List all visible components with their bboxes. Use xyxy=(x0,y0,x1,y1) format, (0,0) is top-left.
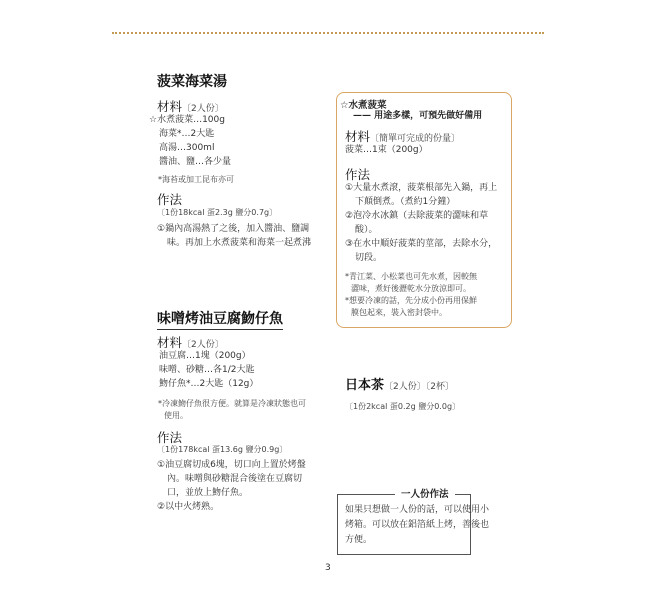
top-dotted-rule xyxy=(112,32,544,34)
tea-nutrition: 〔1份2kcal 蛋0.2g 鹽分0.0g〕 xyxy=(345,402,461,411)
step-line: 切段。 xyxy=(355,253,383,263)
sidebox-subtitle: —— 用途多樣，可預先做好備用 xyxy=(353,111,483,121)
tip-text xyxy=(345,503,489,548)
sidebox-title: ☆水煮菠菜 xyxy=(340,100,387,111)
recipe1-servings: 〔2人份〕 xyxy=(182,104,224,114)
recipe1-steps xyxy=(157,222,311,250)
note-line: *青江菜、小松菜也可先水煮，因較無 xyxy=(345,272,477,281)
recipe1-nutrition: 〔1份18kcal 蛋2.3g 鹽分0.7g〕 xyxy=(157,208,278,217)
tea-servings: 〔2人份〕〔2杯〕 xyxy=(384,382,454,392)
sidebox-ingredients-label: 材料 xyxy=(345,129,371,144)
step-line: 味。再加上水煮菠菜和海菜一起煮沸 xyxy=(167,238,312,248)
sidebox-steps xyxy=(345,181,497,265)
sidebox-ingredient: 菠菜…1束（200g） xyxy=(345,145,428,155)
step-line: 下顛倒煮。（煮約1分鐘） xyxy=(355,197,456,207)
recipe2-servings: 〔2人份〕 xyxy=(182,340,224,350)
step-line: 酸）。 xyxy=(355,225,378,235)
sidebox-ingredients-sub: 〔簡單可完成的份量〕 xyxy=(370,134,461,144)
recipe1-ingredients-label: 材料 xyxy=(157,99,183,114)
recipe2-ingredients-label: 材料 xyxy=(157,335,183,350)
note-line: 澀味，煮好後瀝乾水分放涼即可。 xyxy=(351,284,471,293)
recipe2-title xyxy=(157,308,283,330)
recipe2-title-text: 味噌烤油豆腐魩仔魚 xyxy=(157,308,283,330)
list-item: 味噌、砂糖…各1/2大匙 xyxy=(159,365,255,375)
list-item: 魩仔魚*…2大匙（12g） xyxy=(159,379,259,389)
step-line: ①大量水煮滾，菠菜根部先入鍋，再上 xyxy=(345,183,498,193)
step-line: ②以中火烤熟。 xyxy=(157,502,220,512)
step-line: ①油豆腐切成6塊，切口向上置於烤盤 xyxy=(157,460,306,470)
recipe2-nutrition: 〔1份178kcal 蛋13.6g 鹽分0.9g〕 xyxy=(157,445,288,454)
recipe1-method-heading: 作法 xyxy=(157,192,183,207)
list-item: 海菜*…2大匙 xyxy=(159,129,215,139)
tip-line: 烤箱。可以放在鋁箔紙上烤，善後也 xyxy=(345,520,490,530)
list-item: 高湯…300ml xyxy=(159,143,215,153)
step-line: ①鍋內高湯熱了之後，加入醬油、鹽調 xyxy=(157,224,310,234)
recipe2-note xyxy=(158,398,306,422)
list-item: 油豆腐…1塊（200g） xyxy=(159,351,251,361)
tea-title: 日本茶 xyxy=(345,378,385,393)
tip-line: 方便。 xyxy=(345,535,373,545)
note-line: 使用。 xyxy=(164,411,188,420)
recipe2-ingredient-list xyxy=(159,349,258,391)
list-item: ☆水煮菠菜…100g xyxy=(149,115,225,125)
sidebox-notes xyxy=(345,271,477,319)
recipe1-note: *海苔或加工昆布亦可 xyxy=(158,175,234,184)
recipe1-title: 菠菜海菜湯 xyxy=(157,74,227,90)
page-number: 3 xyxy=(325,563,331,573)
tip-line: 如果只想做一人份的話，可以使用小 xyxy=(345,505,490,515)
step-line: 內。味噌與砂糖混合後塗在豆腐切 xyxy=(167,474,303,484)
recipe1-ingredient-list xyxy=(149,113,231,169)
step-line: ③在水中順好菠菜的莖部，去除水分， xyxy=(345,239,498,249)
step-line: ②泡冷水冰鎮（去除菠菜的澀味和草 xyxy=(345,211,489,221)
note-line: *想要冷凍的話，先分成小份再用保鮮 xyxy=(345,296,477,305)
step-line: 口，並放上魩仔魚。 xyxy=(167,488,249,498)
list-item: 醬油、鹽…各少量 xyxy=(159,157,232,167)
sidebox-method-heading: 作法 xyxy=(345,167,371,182)
recipe2-method-heading: 作法 xyxy=(157,430,183,445)
note-line: *冷凍魩仔魚很方便。就算是冷凍狀態也可 xyxy=(158,399,306,408)
tip-title: 一人份作法 xyxy=(395,486,455,500)
tea-heading xyxy=(345,374,454,393)
recipe2-steps xyxy=(157,458,306,514)
note-line: 膜包起來，裝入密封袋中。 xyxy=(351,308,447,317)
